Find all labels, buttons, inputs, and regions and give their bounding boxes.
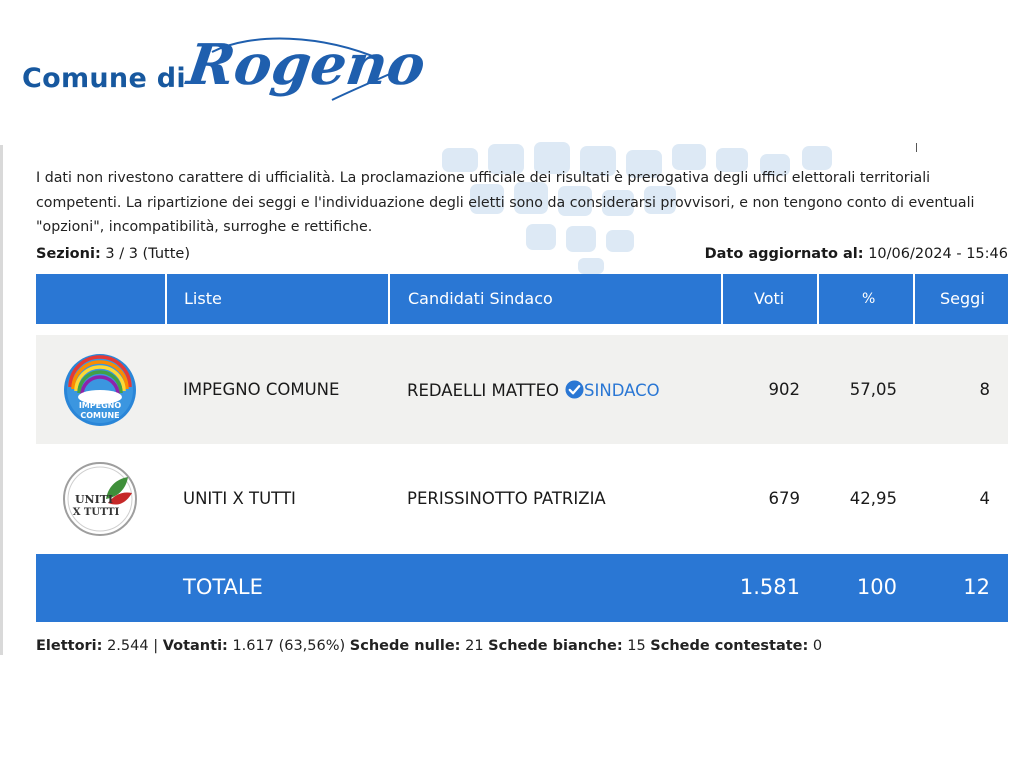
col-header-voti[interactable]: Voti	[754, 289, 785, 308]
total-seggi: 12	[963, 575, 990, 599]
cell-seggi: 8	[979, 380, 990, 399]
logo-text: IMPEGNO	[78, 401, 122, 410]
updated-label: Dato aggiornato al:	[704, 246, 864, 262]
header-separator	[817, 274, 819, 324]
page-edge-shadow	[0, 145, 3, 655]
disclaimer-text: I dati non rivestono carattere di ufficialità. La proclamazione ufficiale dei risultati è prerogativa degli uffici elettorali territoriali competenti. La ripartizione dei seggi e l'individuazione degli eletti sono da considerarsi provvisori, e non tengono conto di eventuali "opzioni", incompatibilità, surroghe e rettifiche.	[36, 170, 975, 235]
table-row[interactable]	[36, 335, 1008, 444]
check-badge-icon	[565, 380, 584, 399]
updated-value: 10/06/2024 - 15:46	[868, 246, 1008, 262]
col-header-seggi[interactable]: Seggi	[940, 289, 985, 308]
sezioni-value: 3 / 3 (Tutte)	[105, 246, 190, 262]
separator: |	[153, 638, 159, 654]
cell-voti: 679	[768, 489, 800, 508]
bianche-label: Schede bianche:	[488, 638, 623, 654]
uniti-x-tutti-logo	[62, 461, 138, 537]
cell-seggi: 4	[979, 489, 990, 508]
results-table	[36, 274, 1008, 599]
impegno-comune-logo	[62, 353, 138, 427]
nulle-value: 21	[465, 638, 484, 654]
contestate-value: 0	[812, 638, 823, 654]
site-logo[interactable]	[22, 30, 430, 120]
cell-percent: 57,05	[849, 380, 897, 399]
header-separator	[388, 274, 390, 324]
elettori-value: 2.544	[107, 638, 149, 654]
elettori-label: Elettori:	[36, 638, 103, 654]
total-voti: 1.581	[739, 575, 800, 599]
header-separator	[721, 274, 723, 324]
logo-text: X TUTTI	[72, 507, 120, 518]
votanti-label: Votanti:	[162, 638, 228, 654]
sindaco-badge: SINDACO	[584, 381, 660, 400]
divider-tick	[916, 143, 917, 152]
total-percent: 100	[856, 575, 897, 599]
cell-candidato: PERISSINOTTO PATRIZIA	[407, 489, 606, 508]
turnout-summary	[36, 638, 822, 654]
col-header-candidati[interactable]: Candidati Sindaco	[408, 289, 553, 308]
contestate-label: Schede contestate:	[650, 638, 809, 654]
sezioni-label: Sezioni:	[36, 246, 101, 262]
brand-prefix: Comune di	[22, 63, 186, 94]
updated-info	[705, 246, 1008, 262]
logo-text: COMUNE	[80, 411, 120, 420]
meta-row	[36, 246, 1008, 268]
votanti-value: 1.617 (63,56%)	[232, 638, 346, 654]
bianche-value: 15	[627, 638, 646, 654]
cell-candidato	[407, 380, 660, 401]
cell-voti: 902	[768, 380, 800, 399]
col-header-liste[interactable]: Liste	[184, 289, 222, 308]
total-label: TOTALE	[183, 575, 263, 599]
brand-flourish-icon	[182, 30, 412, 120]
table-row[interactable]	[36, 444, 1008, 553]
cell-lista: UNITI X TUTTI	[183, 489, 296, 508]
header-separator	[913, 274, 915, 324]
candidate-name: REDAELLI MATTEO	[407, 381, 560, 400]
col-header-percent[interactable]: %	[862, 291, 876, 307]
cell-percent: 42,95	[849, 489, 897, 508]
brand-name: Rogeno	[183, 32, 430, 98]
header-separator	[165, 274, 167, 324]
logo-text: UNITI	[74, 493, 114, 506]
table-header	[36, 274, 1008, 324]
sezioni-info	[36, 246, 190, 262]
total-row	[36, 554, 1008, 622]
nulle-label: Schede nulle:	[349, 638, 461, 654]
cell-lista: IMPEGNO COMUNE	[183, 380, 340, 399]
